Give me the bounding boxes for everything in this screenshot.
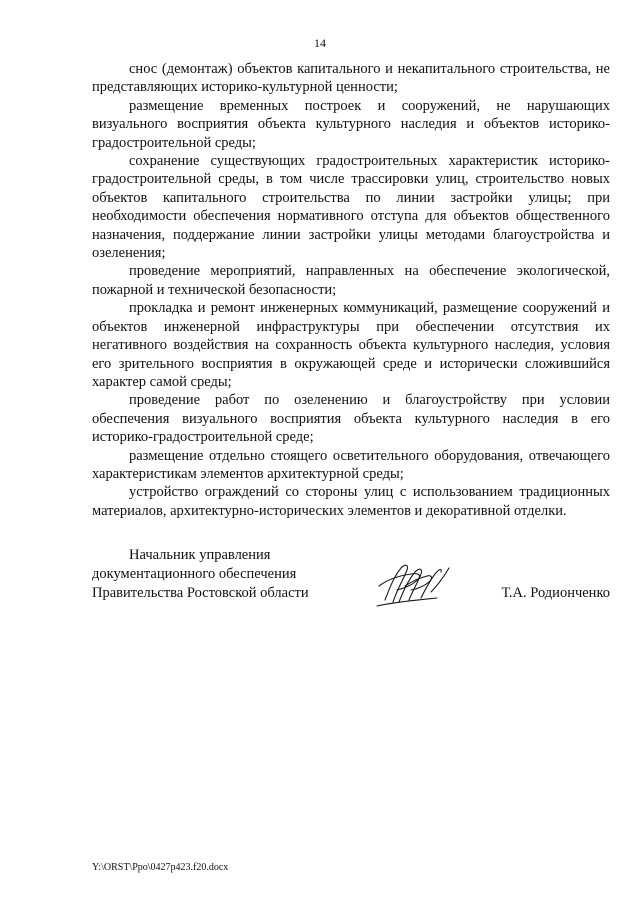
paragraph-engineering-networks: прокладка и ремонт инженерных коммуникаций, размещение сооружений и объектов инженерной инфраструктуры при обеспечении отсутствия их негативного воздействия на сохранность объекта культурного наследия, условия его зрительного восприятия в окружающей среде и исторически сложившийся характер самой среды; bbox=[92, 300, 610, 390]
handwritten-signature bbox=[375, 556, 457, 610]
paragraph-urban-characteristics: сохранение существующих градостроительных характеристик историко-градостроительной среды, в том числе трассировки улиц, строительство новых объектов капитального строительства по линии застройки улицы; при необходимости обеспечения нормативного отступа для объектов общественного назначения, поддержание линии застройки улицы методами благоустройства и озеленения; bbox=[92, 153, 610, 262]
signatory-name: Т.А. Родионченко bbox=[501, 585, 610, 601]
signature-block bbox=[92, 546, 610, 610]
paragraph-landscaping: проведение работ по озеленению и благоустройству при условии обеспечения визуального восприятия объекта культурного наследия в его историко-градостроительной среде; bbox=[92, 392, 610, 446]
page-number: 14 bbox=[314, 36, 326, 50]
signatory-title-line-2: документационного обеспечения bbox=[92, 566, 297, 582]
signatory-title-line-1: Начальник управления bbox=[129, 547, 271, 563]
paragraph-safety-measures: проведение мероприятий, направленных на обеспечение экологической, пожарной и технической безопасности; bbox=[92, 263, 610, 298]
signatory-title-line-3: Правительства Ростовской области bbox=[92, 585, 309, 601]
document-body bbox=[92, 60, 610, 520]
paragraph-fencing: устройство ограждений со стороны улиц с использованием традиционных материалов, архитектурно-исторических элементов и декоративной отделки. bbox=[92, 484, 610, 519]
paragraph-temporary-buildings: размещение временных построек и сооружений, не нарушающих визуального восприятия объекта культурного наследия и объектов историко-градостроительной среды; bbox=[92, 97, 610, 151]
paragraph-lighting: размещение отдельно стоящего осветительного оборудования, отвечающего характеристикам элементов архитектурной среды; bbox=[92, 447, 610, 482]
file-path: Y:\ORST\Ppo\0427p423.f20.docx bbox=[92, 862, 229, 873]
paragraph-demolition: снос (демонтаж) объектов капитального и некапитального строительства, не представляющих историко-культурной ценности; bbox=[92, 61, 610, 96]
